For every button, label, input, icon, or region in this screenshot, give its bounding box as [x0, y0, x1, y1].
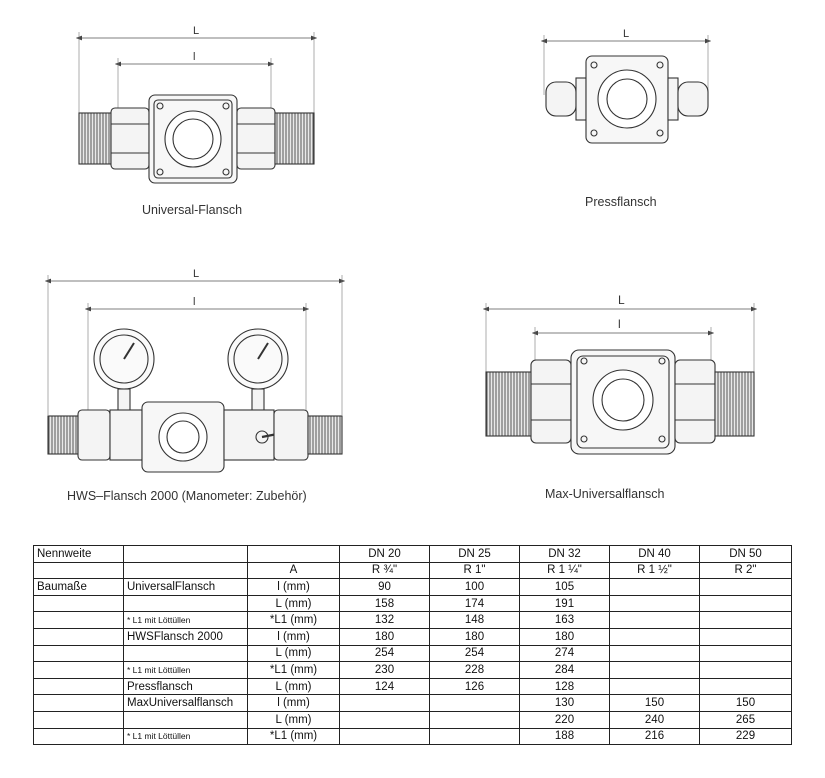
table-cell: 220 — [520, 711, 610, 728]
table-cell: *L1 (mm) — [248, 662, 340, 679]
table-row — [34, 728, 792, 745]
header-cell: R 2" — [700, 562, 792, 579]
table-cell: 191 — [520, 595, 610, 612]
table-cell — [700, 595, 792, 612]
table-row — [34, 711, 792, 728]
table-cell: 130 — [520, 695, 610, 712]
table-cell — [124, 645, 248, 662]
table-cell — [700, 612, 792, 629]
table-cell — [700, 678, 792, 695]
caption-max-universalflansch: Max-Universalflansch — [545, 487, 665, 501]
header-cell: DN 20 — [340, 546, 430, 563]
dimensions-table — [33, 545, 792, 745]
table-cell — [34, 695, 124, 712]
table-cell: 100 — [430, 579, 520, 596]
hws-dim-l: l — [193, 296, 196, 308]
table-cell — [610, 595, 700, 612]
header-cell — [124, 546, 248, 563]
table-cell: l (mm) — [248, 579, 340, 596]
table-cell — [340, 695, 430, 712]
table-cell — [610, 579, 700, 596]
table-cell — [34, 662, 124, 679]
table-cell — [124, 595, 248, 612]
caption-universal-flansch: Universal-Flansch — [142, 203, 243, 217]
table-cell — [700, 662, 792, 679]
table-cell: 132 — [340, 612, 430, 629]
table-cell — [34, 678, 124, 695]
table-cell: L (mm) — [248, 645, 340, 662]
table-row — [34, 695, 792, 712]
table-cell: 90 — [340, 579, 430, 596]
table-cell — [700, 645, 792, 662]
table-cell: 163 — [520, 612, 610, 629]
max-dim-L: L — [618, 293, 625, 307]
table-cell: 124 — [340, 678, 430, 695]
table-cell: MaxUniversalflansch — [124, 695, 248, 712]
table-cell: 148 — [430, 612, 520, 629]
table-cell — [34, 728, 124, 745]
table-cell: 158 — [340, 595, 430, 612]
table-cell: 105 — [520, 579, 610, 596]
table-cell — [34, 711, 124, 728]
table-cell: 128 — [520, 678, 610, 695]
table-row — [34, 678, 792, 695]
table-body — [34, 579, 792, 745]
table-header-row-thread — [34, 562, 792, 579]
caption-hws-flansch: HWS–Flansch 2000 (Manometer: Zubehör) — [67, 489, 307, 503]
table-cell: HWSFlansch 2000 — [124, 628, 248, 645]
table-cell: 229 — [700, 728, 792, 745]
header-cell: A — [248, 562, 340, 579]
table-row — [34, 612, 792, 629]
table-row — [34, 595, 792, 612]
header-cell: Nennweite — [34, 546, 124, 563]
universal-dim-l: l — [193, 51, 196, 63]
table-cell: UniversalFlansch — [124, 579, 248, 596]
table-cell: 254 — [340, 645, 430, 662]
table-cell: 188 — [520, 728, 610, 745]
table-cell: 216 — [610, 728, 700, 745]
universal-dim-L: L — [193, 25, 200, 37]
table-cell: 265 — [700, 711, 792, 728]
table-cell — [700, 628, 792, 645]
header-cell — [34, 562, 124, 579]
header-cell: R ¾" — [340, 562, 430, 579]
header-cell: DN 25 — [430, 546, 520, 563]
table-cell: 150 — [610, 695, 700, 712]
press-dim-L: L — [623, 28, 630, 40]
table-cell: Baumaße — [34, 579, 124, 596]
table-cell — [610, 628, 700, 645]
header-cell: R 1" — [430, 562, 520, 579]
header-cell: DN 50 — [700, 546, 792, 563]
table-cell — [430, 728, 520, 745]
table-cell — [610, 678, 700, 695]
table-cell: L (mm) — [248, 711, 340, 728]
table-cell: l (mm) — [248, 628, 340, 645]
table-cell — [700, 579, 792, 596]
table-cell: * L1 mit Löttüllen — [124, 728, 248, 745]
table-cell: Pressflansch — [124, 678, 248, 695]
max-dim-l: l — [618, 317, 621, 331]
table-row — [34, 628, 792, 645]
table-cell: 240 — [610, 711, 700, 728]
universal-flansch-drawing — [79, 32, 314, 183]
table-cell — [34, 595, 124, 612]
header-cell: R 1 ¼" — [520, 562, 610, 579]
table-cell — [34, 645, 124, 662]
table-cell: 228 — [430, 662, 520, 679]
table-cell — [124, 711, 248, 728]
table-cell: 284 — [520, 662, 610, 679]
header-cell: R 1 ½" — [610, 562, 700, 579]
table-row — [34, 579, 792, 596]
hws-dim-L: L — [193, 268, 200, 280]
table-cell: L (mm) — [248, 678, 340, 695]
header-cell — [248, 546, 340, 563]
table-cell — [340, 711, 430, 728]
table-cell: l (mm) — [248, 695, 340, 712]
table-row — [34, 645, 792, 662]
table-cell: * L1 mit Löttüllen — [124, 662, 248, 679]
table-cell: 180 — [340, 628, 430, 645]
table-cell — [610, 662, 700, 679]
table-cell — [430, 695, 520, 712]
table-cell: 230 — [340, 662, 430, 679]
table-cell — [610, 612, 700, 629]
caption-pressflansch: Pressflansch — [585, 195, 657, 209]
header-cell: DN 40 — [610, 546, 700, 563]
table-cell: 180 — [430, 628, 520, 645]
table-cell — [34, 612, 124, 629]
header-cell: DN 32 — [520, 546, 610, 563]
table-cell: 150 — [700, 695, 792, 712]
table-cell: *L1 (mm) — [248, 728, 340, 745]
table-cell: 254 — [430, 645, 520, 662]
table-cell: 174 — [430, 595, 520, 612]
table-cell — [34, 628, 124, 645]
table-cell — [610, 645, 700, 662]
table-header-row-nennweite — [34, 546, 792, 563]
pressflansch-drawing — [544, 35, 708, 143]
table-cell: 180 — [520, 628, 610, 645]
table-cell: L (mm) — [248, 595, 340, 612]
table-cell: 126 — [430, 678, 520, 695]
table-cell — [340, 728, 430, 745]
table-cell — [430, 711, 520, 728]
table-cell: * L1 mit Löttüllen — [124, 612, 248, 629]
header-cell — [124, 562, 248, 579]
table-row — [34, 662, 792, 679]
table-cell: 274 — [520, 645, 610, 662]
table-cell: *L1 (mm) — [248, 612, 340, 629]
